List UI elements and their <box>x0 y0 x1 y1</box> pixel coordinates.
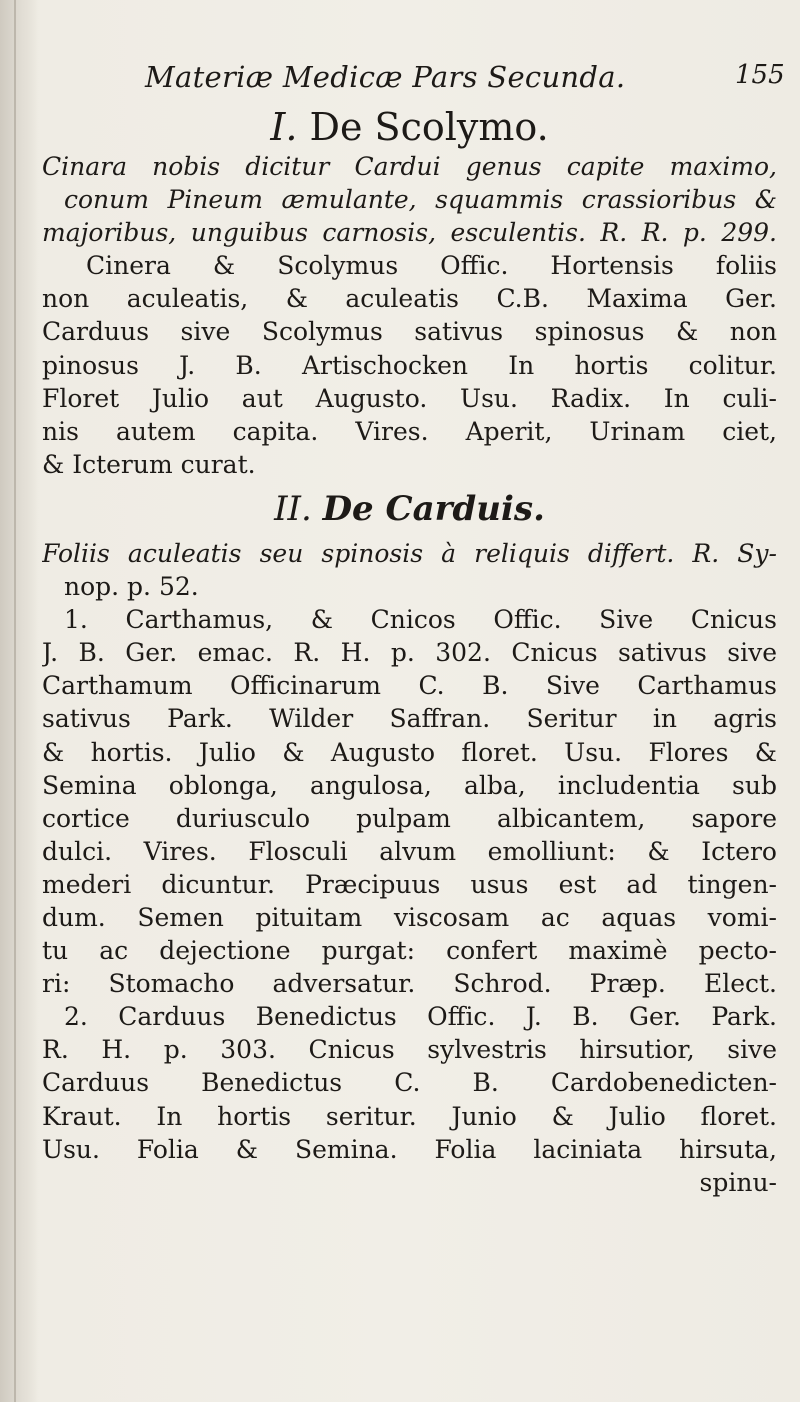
gutter-shadow-line <box>14 0 16 1402</box>
text-line: mederi dicuntur. Præcipuus usus est ad tingen- <box>42 869 777 899</box>
text-line: R. H. p. 303. Cnicus sylvestris hirsutior, sive <box>42 1035 777 1065</box>
text-line: Semina oblonga, angulosa, alba, includentia sub <box>42 770 777 800</box>
section-title: De Scolymo. <box>309 105 549 149</box>
text-line: Carduus sive Scolymus sativus spinosus & non <box>42 317 777 347</box>
text-line: tu ac dejectione purgat: confert maximè pecto- <box>42 936 777 966</box>
text-line: Cinara nobis dicitur Cardui genus capite maximo, <box>42 152 777 181</box>
text-line: pinosus J. B. Artischocken In hortis colitur. <box>42 350 777 380</box>
text-line: Carthamum Officinarum C. B. Sive Carthamus <box>42 671 777 701</box>
section-number: II. <box>274 488 312 529</box>
text-line: Kraut. In hortis seritur. Junio & Julio floret. <box>42 1101 777 1131</box>
text-block <box>42 104 777 1199</box>
text-line: sativus Park. Wilder Saffran. Seritur in agris <box>42 704 777 734</box>
text-line: 1. Carthamus, & Cnicos Offic. Sive Cnicus <box>64 605 777 635</box>
text-line: nop. p. 52. <box>64 572 199 602</box>
text-line: nis autem capita. Vires. Aperit, Urinam ciet, <box>42 416 777 446</box>
section-number: I. <box>270 105 298 149</box>
text-line: dulci. Vires. Flosculi alvum emolliunt: & Ictero <box>42 836 777 866</box>
text-line: Foliis aculeatis seu spinosis à reliquis differt. R. Sy- <box>42 538 777 568</box>
section-heading-carduis <box>42 481 777 537</box>
text-line: conum Pineum æmulante, squammis crassioribus & <box>64 185 777 215</box>
section-title: De Carduis. <box>322 488 545 529</box>
text-line: 2. Carduus Benedictus Offic. J. B. Ger. Park. <box>64 1002 777 1032</box>
text-line: Usu. Folia & Semina. Folia laciniata hirsuta, <box>42 1134 777 1164</box>
page-number: 155 <box>735 60 785 90</box>
text-line: ri: Stomacho adversatur. Schrod. Præp. Elect. <box>42 969 777 999</box>
text-line: Floret Julio aut Augusto. Usu. Radix. In culi- <box>42 383 777 413</box>
text-line: Carduus Benedictus C. B. Cardobenedicten- <box>42 1068 777 1098</box>
text-line: dum. Semen pituitam viscosam ac aquas vomi- <box>42 902 777 932</box>
section-heading-scolymo <box>42 104 777 150</box>
binding-gutter <box>0 0 38 1402</box>
text-line: majoribus, unguibus carnosis, esculentis. R. R. p. 299. <box>42 218 777 248</box>
text-line: cortice duriusculo pulpam albicantem, sapore <box>42 803 777 833</box>
text-line: J. B. Ger. emac. R. H. p. 302. Cnicus sativus sive <box>42 638 777 668</box>
catchword: spinu- <box>699 1167 777 1197</box>
text-line: non aculeatis, & aculeatis C.B. Maxima Ger. <box>42 284 777 314</box>
text-line: & Icterum curat. <box>42 449 256 479</box>
text-line: & hortis. Julio & Augusto floret. Usu. Flores & <box>42 737 777 767</box>
running-title: Materiæ Medicæ Pars Secunda. <box>145 60 626 94</box>
text-line: Cinera & Scolymus Offic. Hortensis foliis <box>86 251 777 281</box>
